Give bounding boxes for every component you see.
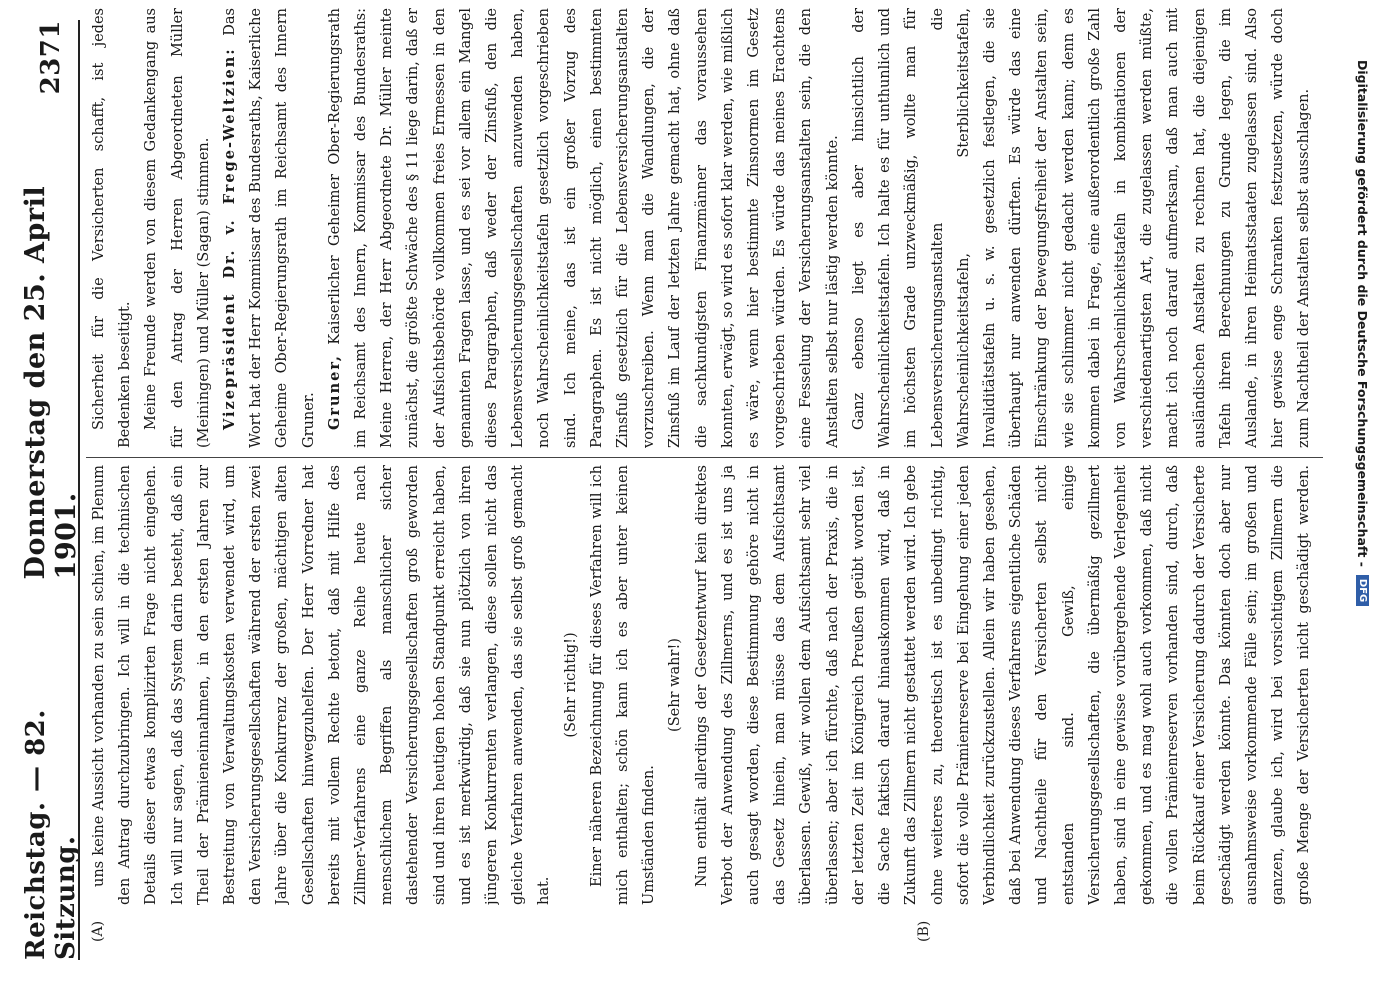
credit-text: Digitalisierung gefördert durch die Deutsche Forschungsgemeinschaft - <box>1355 60 1371 567</box>
speaker-paragraph <box>217 8 322 448</box>
header-rule <box>78 20 80 960</box>
speaker-text: Kaiserlicher Geheimer Ober-Regierungsrath im Reichsamt des Innern, Kommissar des Bundesraths: Meine Herren, der Herr Abgeordnete Dr. Müller meinte zunächst, die größte Schwäche des § 11 liege darin, daß er der Aufsichtsbehörde vollkommen freies Ermessen in den genannten Fragen lasse, und es sei vor allem ein Mangel dieses Paragraphen, daß weder der Zinsfuß, den die Lebensversicherungsgesellschaften anzuwenden haben, noch Wahrscheinlichkeitstafeln gesetzlich vorgeschrieben sind. Ich meine, das ist ein großer Vorzug des Paragraphen. Es ist nicht möglich, einen bestimmten Zinsfuß gesetzlich für die Lebensversicherungsanstalten vorzuschreiben. Wenn man die Wandlungen, die der Zinsfuß im Lauf der letzten Jahre gemacht hat, ohne daß die sachkundigsten Finanzmänner das voraussehen konnten, erwägt, so wird es sofort klar werden, wie mißlich es wäre, wenn hier bestimmte Zinsnormen im Gesetz vorgeschrieben würden. Es würde das meines Erachtens eine Fesselung der Versicherungsanstalten sein, die den Anstalten selbst nur lästig werden könnte. <box>326 8 841 448</box>
digitization-credit <box>1346 0 1380 1000</box>
page-number: 2371 <box>36 20 66 95</box>
digitization-credit-strip <box>1346 0 1380 1000</box>
header-left: Reichstag. — 82. Sitzung. <box>21 709 81 960</box>
speaker-text: Das Wort hat der Herr Kommissar des Bundesraths, Kaiserliche Geheime Ober-Regierungsrath im Reichsamt des Innern Gruner. <box>222 8 317 448</box>
text-column-right <box>86 8 1323 448</box>
speaker-name: Vizepräsident Dr. v. Frege-Weltzien: <box>221 47 239 430</box>
page-body <box>86 8 1323 960</box>
paragraph: Ganz ebenso liegt es aber hinsichtlich der Wahrscheinlichkeitstafeln. Ich halte es für unthunlich und im höchsten Grade unzweckmäßig, wollte man für Lebensversicherungsanstalten die Wahrscheinlichkeitstafeln, Sterblichkeitstafeln, Invaliditätstafeln u. s. w. gesetzlich festlegen, die sie überhaupt nur anwenden dürften. Es würde das eine Einschränkung der Bewegungsfreiheit der Anstalten sein, wie sie schlimmer nicht gedacht werden kann; denn es kommen dabei in Frage, eine außerordentlich große Zahl von Wahrscheinlichkeitstafeln in kombinationen der verschiedenartigsten Art, die zugelassen werden müßte, macht ich noch darauf aufmerksam, daß man auch mit ausländischen Anstalten zu rechnen hat, die diejenigen Tafeln ihren Berechnungen zu Grunde legen, die im Auslande, in ihren Heimatsstaaten zugelassen sind. Also hier gewisse enge Schranken festzusetzen, würde doch zum Nachtheil der Anstalten selbst ausschlagen. <box>850 8 1313 448</box>
dfg-logo: DFG <box>1357 575 1370 606</box>
interjection: (Sehr richtig!) <box>562 632 579 738</box>
column-divider <box>86 457 1323 458</box>
interjection: (Sehr wahr!) <box>667 638 684 732</box>
margin-marker-b: (B) <box>916 920 932 942</box>
paragraph: Sicherheit für die Versicherten schafft, ist jedes Bedenken beseitigt. <box>91 8 134 448</box>
header-date: Donnerstag den 25. April 1901. <box>20 185 82 580</box>
paragraph: Nun enthält allerdings der Gesetzentwurf kein direktes Verbot der Anwendung des Zillmerns, und es ist uns ja auch gesagt worden, diese Bestimmung gehöre nicht in das Gesetz hinein, man müsse das dem Aufsichtsamt überlassen. Gewiß, wir wollen dem Aufsichtsamt sehr viel überlassen; aber ich fürchte, daß nach der Praxis, die in der letzten Zeit im Königreich Preußen geübt worden ist, die Sache faktisch darauf hinauskommen wird, daß in Zukunft das Zillmern nicht gestattet werden wird. Ich gebe ohne weiteres zu, theoretisch ist es unbedingt richtig, sofort die volle Prämienreserve bei Eingehung einer jeden Verbindlichkeit zurückzustellen. Allein wir haben gesehen, daß bei Anwendung dieses Verfahrens eigentliche Schäden und Nachtheile für den Versicherten selbst nicht entstanden sind. Gewiß, einige Versicherungsgesellschaften, die übermäßig gezillmert haben, sind in eine gewisse vorübergehende Verlegenheit gekommen, und es mag wohl auch vorkommen, daß nicht die vollen Prämienreserven vorhanden sind, durch, daß beim Rückkauf einer Versicherung dadurch der Versicherte geschädigt werden könnte. Das könnten doch aber nur ausnahmsweise vorkommende Fälle sein; im großen und ganzen, glaube ich, wird bei vorsichtigem Zillmern die große Menge der Versicherten nicht geschädigt werden. <box>693 465 1313 905</box>
speaker-name: Gruner, <box>325 354 343 430</box>
speaker-paragraph <box>322 8 846 448</box>
page-header <box>20 20 82 960</box>
margin-marker-a: (A) <box>90 920 106 942</box>
paragraph: Meine Freunde werden von diesem Gedankengang aus für den Antrag der Herren Abgeordneten Müller (Meiningen) und Müller (Sagan) stimmen. <box>143 8 212 448</box>
text-column-left <box>86 465 1323 905</box>
paragraph: uns keine Aussicht vorhanden zu sein schien, im Plenum den Antrag durchzubringen. Ich will in die technischen Details dieser etwas komplizirten Frage nicht eingehen. Ich will nur sagen, daß das System darin besteht, daß ein Theil der Prämieneinnahmen, in den ersten Jahren zur Bestreitung von Verwaltungskosten verwendet wird, um den Versicherungsgesellschaften während der ersten zwei Jahre über die Konkurrenz der großen, mächtigen alten Gesellschaften hinwegzuhelfen. Der Herr Vorredner hat bereits mit vollem Rechte betont, daß mit Hilfe des Zillmer-Verfahrens eine ganze Reihe heute nach menschlichem Begriffen als manschlicher sicher dastehender Versicherungsgesellschaften groß geworden sind und ihren heutigen hohen Standpunkt erreicht haben, und es ist merkwürdig, daß sie nun plötzlich von ihren jüngeren Konkurrenten verlangen, diese sollen nicht das gleiche Verfahren anwenden, das sie selbst groß gemacht hat. <box>91 465 553 905</box>
paragraph <box>1318 8 1323 448</box>
paragraph: Einer näheren Bezeichnung für dieses Verfahren will ich mich enthalten; schön kann ich es aber unter keinen Umständen finden. <box>588 465 658 905</box>
